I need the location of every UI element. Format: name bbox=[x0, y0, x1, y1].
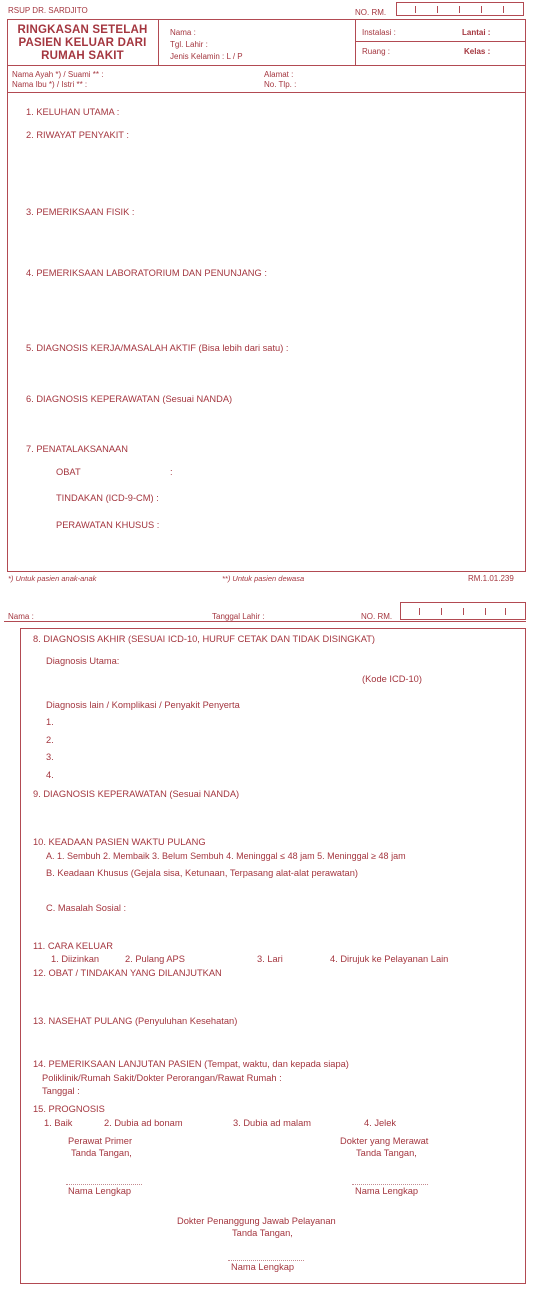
field-obat[interactable]: OBAT bbox=[56, 467, 81, 477]
sig-dokter-nama[interactable]: Nama Lengkap bbox=[355, 1186, 419, 1196]
section-pemeriksaan-lab: 4. PEMERIKSAAN LABORATORIUM DAN PENUNJANG : bbox=[26, 268, 267, 278]
section-diagnosis-kerja: 5. DIAGNOSIS KERJA/MASALAH AKTIF (Bisa lebih dari satu) : bbox=[26, 343, 289, 353]
sig-dokter-title: Dokter yang Merawat bbox=[340, 1136, 429, 1146]
prognosis-dubia-bonam[interactable]: 2. Dubia ad bonam bbox=[104, 1118, 183, 1128]
diagnosis-lain-3[interactable]: 3. bbox=[46, 752, 54, 762]
field-nama-ayah[interactable]: Nama Ayah *) / Suami ** : bbox=[12, 70, 104, 79]
hospital-name: RSUP DR. SARDJITO bbox=[8, 6, 88, 15]
field-lantai[interactable]: Lantai : bbox=[462, 28, 491, 37]
field-alamat[interactable]: Alamat : bbox=[264, 70, 294, 79]
label-kode-icd: (Kode ICD-10) bbox=[362, 674, 422, 684]
footnote-dewasa: **) Untuk pasien dewasa bbox=[222, 574, 305, 583]
sig-dpjp-ttd[interactable]: Tanda Tangan, bbox=[232, 1228, 293, 1238]
rm-label: NO. RM. bbox=[355, 8, 387, 17]
field-nama[interactable]: Nama : bbox=[170, 28, 196, 37]
form-page-1 bbox=[7, 19, 526, 572]
field-instalasi[interactable]: Instalasi : bbox=[362, 28, 396, 37]
sig-dpjp-title: Dokter Penanggung Jawab Pelayanan bbox=[177, 1216, 336, 1226]
section-nasehat-pulang: 13. NASEHAT PULANG (Penyuluhan Kesehatan) bbox=[33, 1016, 238, 1026]
field-tindakan[interactable]: TINDAKAN (ICD-9-CM) : bbox=[56, 493, 159, 503]
cara-keluar-lari[interactable]: 3. Lari bbox=[257, 954, 283, 964]
section-pemeriksaan-fisik: 3. PEMERIKSAAN FISIK : bbox=[26, 207, 135, 217]
cara-keluar-diizinkan[interactable]: 1. Diizinkan bbox=[51, 954, 100, 964]
field-perawatan-khusus[interactable]: PERAWATAN KHUSUS : bbox=[56, 520, 160, 530]
section-cara-keluar: 11. CARA KELUAR bbox=[33, 941, 113, 951]
keadaan-options-a[interactable]: A. 1. Sembuh 2. Membaik 3. Belum Sembuh 4. Meninggal ≤ 48 jam 5. Meninggal ≥ 48 jam bbox=[46, 851, 406, 861]
section-diagnosis-keperawatan-2: 9. DIAGNOSIS KEPERAWATAN (Sesuai NANDA) bbox=[33, 789, 240, 799]
field-poliklinik[interactable]: Poliklinik/Rumah Sakit/Dokter Perorangan/Rawat Rumah : bbox=[42, 1073, 282, 1083]
section-pemeriksaan-lanjutan: 14. PEMERIKSAAN LANJUTAN PASIEN (Tempat, waktu, dan kepada siapa) bbox=[33, 1059, 349, 1069]
prognosis-jelek[interactable]: 4. Jelek bbox=[364, 1118, 397, 1128]
diagnosis-lain-1[interactable]: 1. bbox=[46, 717, 54, 727]
cara-keluar-pulang-aps[interactable]: 2. Pulang APS bbox=[125, 954, 185, 964]
form-title: RINGKASAN SETELAH PASIEN KELUAR DARI RUMAH SAKIT bbox=[17, 24, 148, 62]
p2-rm-label: NO. RM. bbox=[361, 612, 393, 621]
keadaan-options-b[interactable]: B. Keadaan Khusus (Gejala sisa, Ketunaan, Terpasang alat-alat perawatan) bbox=[46, 868, 358, 878]
field-kelas[interactable]: Kelas : bbox=[464, 47, 491, 56]
sig-dpjp-nama[interactable]: Nama Lengkap bbox=[231, 1262, 295, 1272]
sig-perawat-ttd[interactable]: Tanda Tangan, bbox=[71, 1148, 132, 1158]
label-diagnosis-lain: Diagnosis lain / Komplikasi / Penyakit Penyerta bbox=[46, 700, 240, 710]
field-tgl-lahir[interactable]: Tgl. Lahir : bbox=[170, 40, 208, 49]
section-keluhan-utama: 1. KELUHAN UTAMA : bbox=[26, 107, 120, 117]
sig-dokter-ttd[interactable]: Tanda Tangan, bbox=[356, 1148, 417, 1158]
prognosis-baik[interactable]: 1. Baik bbox=[44, 1118, 73, 1128]
section-diagnosis-akhir: 8. DIAGNOSIS AKHIR (SESUAI ICD-10, HURUF CETAK DAN TIDAK DISINGKAT) bbox=[33, 634, 375, 644]
p2-field-tanggal-lahir[interactable]: Tanggal Lahir : bbox=[212, 612, 265, 621]
field-jenis-kelamin[interactable]: Jenis Kelamin : L / P bbox=[170, 52, 243, 61]
prognosis-dubia-malam[interactable]: 3. Dubia ad malam bbox=[233, 1118, 312, 1128]
section-riwayat-penyakit: 2. RIWAYAT PENYAKIT : bbox=[26, 130, 129, 140]
section-diagnosis-keperawatan: 6. DIAGNOSIS KEPERAWATAN (Sesuai NANDA) bbox=[26, 394, 233, 404]
p2-rm-number-field[interactable] bbox=[400, 602, 526, 620]
rm-number-field[interactable] bbox=[396, 2, 524, 16]
field-ruang[interactable]: Ruang : bbox=[362, 47, 391, 56]
section-prognosis: 15. PROGNOSIS bbox=[33, 1104, 105, 1114]
p2-field-nama[interactable]: Nama : bbox=[8, 612, 34, 621]
keadaan-options-c[interactable]: C. Masalah Sosial : bbox=[46, 903, 127, 913]
cara-keluar-dirujuk[interactable]: 4. Dirujuk ke Pelayanan Lain bbox=[330, 954, 449, 964]
section-keadaan-pulang: 10. KEADAAN PASIEN WAKTU PULANG bbox=[33, 837, 206, 847]
footnote-anak: *) Untuk pasien anak-anak bbox=[8, 574, 97, 583]
field-obat-colon: : bbox=[170, 467, 173, 477]
diagnosis-lain-4[interactable]: 4. bbox=[46, 770, 54, 780]
field-tanggal-lanjutan[interactable]: Tanggal : bbox=[42, 1086, 80, 1096]
label-diagnosis-utama[interactable]: Diagnosis Utama: bbox=[46, 656, 120, 666]
diagnosis-lain-2[interactable]: 2. bbox=[46, 735, 54, 745]
field-nama-ibu[interactable]: Nama Ibu *) / Istri ** : bbox=[12, 80, 88, 89]
form-code: RM.1.01.239 bbox=[468, 574, 514, 583]
field-no-tlp[interactable]: No. Tlp. : bbox=[264, 80, 297, 89]
section-obat-lanjut: 12. OBAT / TINDAKAN YANG DILANJUTKAN bbox=[33, 968, 222, 978]
sig-perawat-title: Perawat Primer bbox=[68, 1136, 133, 1146]
section-penatalaksanaan: 7. PENATALAKSANAAN bbox=[26, 444, 128, 454]
sig-perawat-nama[interactable]: Nama Lengkap bbox=[68, 1186, 132, 1196]
